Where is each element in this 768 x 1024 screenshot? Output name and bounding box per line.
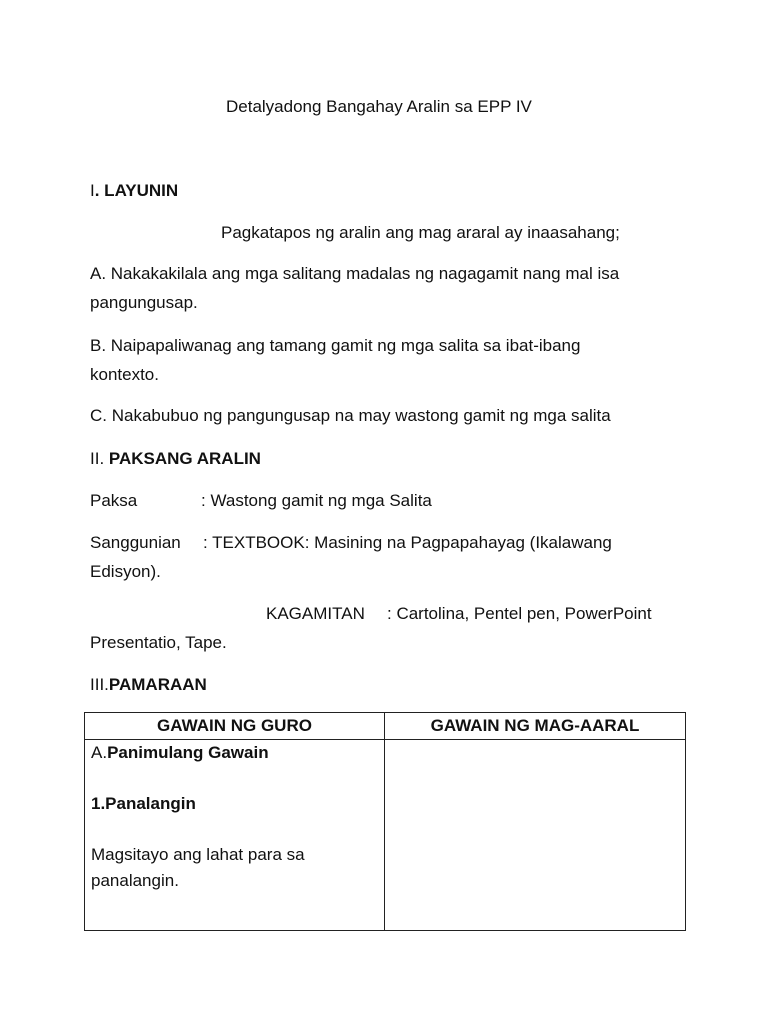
section-numeral: III. bbox=[90, 675, 109, 694]
paksa-value: : Wastong gamit ng mga Salita bbox=[201, 491, 432, 510]
section-numeral: I bbox=[90, 181, 95, 200]
header-gawain-ng-mag-aaral: GAWAIN NG MAG-AARAL bbox=[385, 713, 686, 740]
paksa-label: Paksa bbox=[90, 491, 138, 510]
panalangin-step bbox=[91, 791, 378, 817]
sanggunian-value-line-2: Edisyon). bbox=[90, 562, 161, 581]
section-title: PAMARAAN bbox=[108, 675, 207, 694]
section-title: PAKSANG ARALIN bbox=[108, 449, 261, 468]
kagamitan-value-line-1: : Cartolina, Pentel pen, PowerPoint bbox=[387, 604, 652, 623]
objective-b-line-2: kontexto. bbox=[90, 365, 159, 384]
objective-a-line-1: A. Nakakakilala ang mga salitang madalas ng nagagamit nang mal isa bbox=[90, 264, 620, 283]
section-title: . LAYUNIN bbox=[94, 181, 179, 200]
table-header-row bbox=[85, 713, 686, 740]
subsection-prefix: A. bbox=[91, 743, 108, 762]
section-paksang-heading bbox=[90, 444, 261, 473]
section-numeral: II. bbox=[90, 449, 109, 468]
objective-c: C. Nakabubuo ng pangungusap na may wastong gamit ng mga salita bbox=[90, 406, 611, 425]
lesson-activities-table bbox=[84, 712, 686, 931]
kagamitan-label: KAGAMITAN bbox=[266, 604, 365, 623]
step-title: 1.Panalangin bbox=[91, 794, 196, 813]
header-gawain-ng-guro: GAWAIN NG GURO bbox=[85, 713, 385, 740]
sanggunian-value-line-1: : TEXTBOOK: Masining na Pagpapahayag (Ikalawang bbox=[203, 533, 612, 552]
document-title: Detalyadong Bangahay Aralin sa EPP IV bbox=[226, 97, 532, 116]
mag-aaral-cell bbox=[385, 740, 686, 931]
panimulang-gawain-heading bbox=[91, 740, 378, 766]
intro-text: Pagkatapos ng aralin ang mag araral ay inaasahang; bbox=[221, 223, 620, 242]
subsection-title: Panimulang Gawain bbox=[107, 743, 269, 762]
section-pamaraan-heading bbox=[90, 670, 207, 699]
section-layunin-heading bbox=[90, 176, 178, 205]
panalangin-instruction: Magsitayo ang lahat para sa panalangin. bbox=[91, 845, 305, 890]
sanggunian-label: Sanggunian bbox=[90, 533, 181, 552]
guro-cell bbox=[85, 740, 385, 931]
objective-b-line-1: B. Naipapaliwanag ang tamang gamit ng mga salita sa ibat-ibang bbox=[90, 336, 581, 355]
kagamitan-value-line-2: Presentatio, Tape. bbox=[90, 633, 227, 652]
table-row bbox=[85, 740, 686, 931]
objective-a-line-2: pangungusap. bbox=[90, 293, 198, 312]
